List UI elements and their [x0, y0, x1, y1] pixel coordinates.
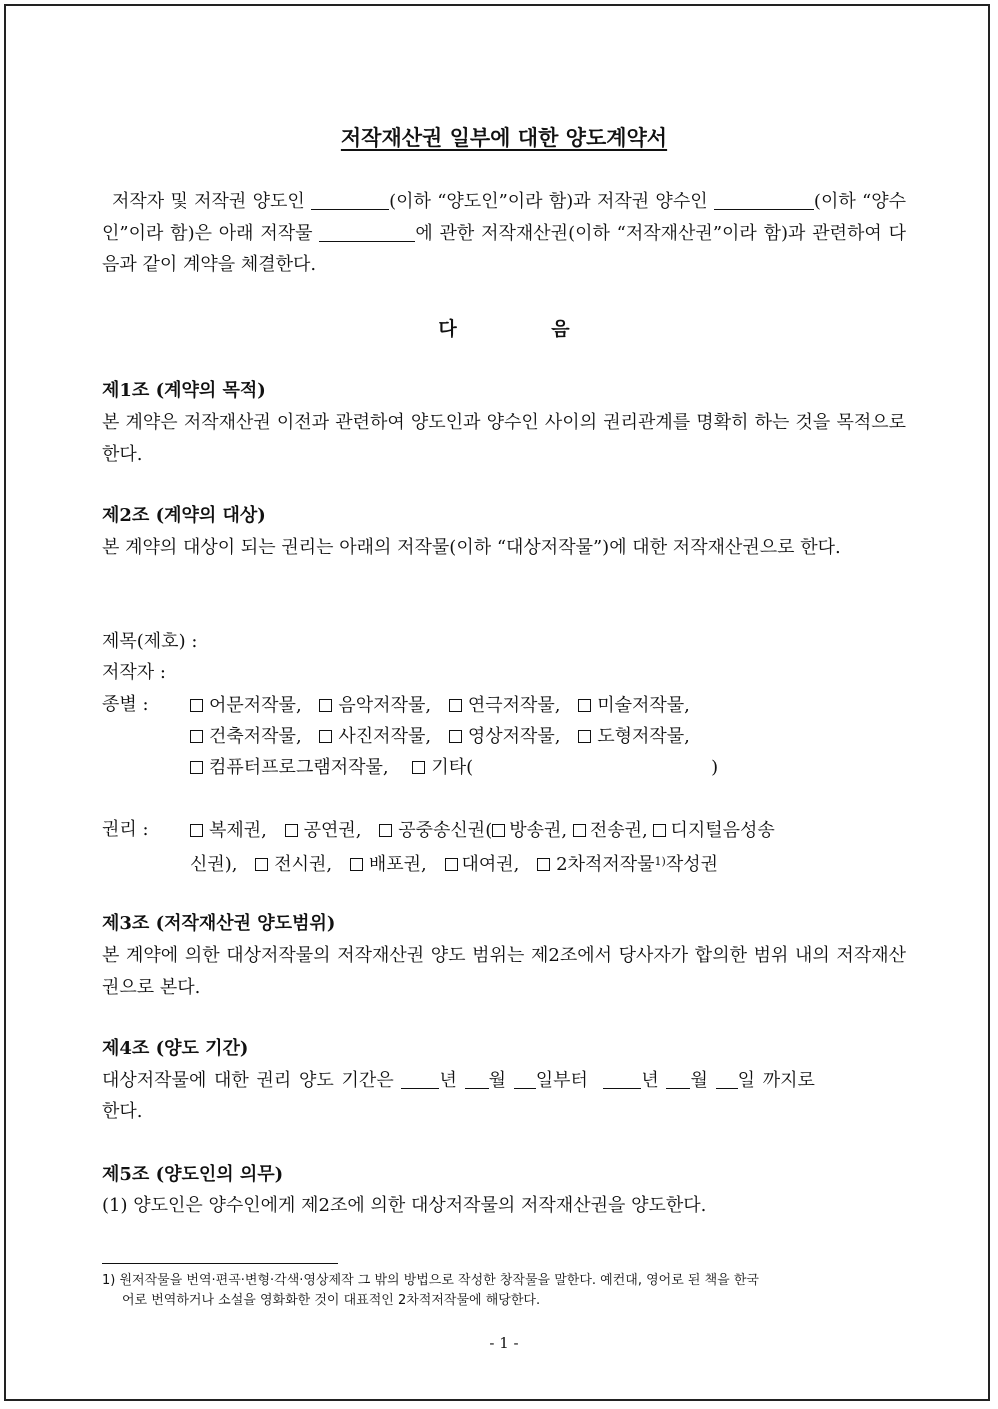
document-title: 저작재산권 일부에 대한 양도계약서	[340, 125, 668, 150]
intro-text-4: 에 관한 저작재산권(이	[415, 222, 593, 244]
article-1-body: 본 계약은 저작재산권 이전과 관련하여 양도인과 양수인 사이의 권리관계를 명확히 하는 것을 목적으로 한다.	[102, 412, 906, 465]
type-option[interactable]: 컴퓨터프로그램저작물,	[190, 757, 389, 778]
article-4-end: 한다.	[102, 1101, 143, 1122]
article-3-body: 본 계약에 의한 대상저작물의 저작재산권 양도 범위는 제2조에서 당사자가 합의한 범위 내의 저작재산권으로 본다.	[102, 945, 906, 998]
checkbox-icon[interactable]	[190, 761, 203, 774]
rights-row-2	[190, 846, 718, 880]
footnote-line-1: 1) 원저작물을 번역·편곡·변형·각색·영상제작 그 밖의 방법으로 작성한 창작물을 말한다. 예컨대, 영어로 된 책을 한국	[102, 1273, 759, 1288]
end-year-blank	[603, 1070, 641, 1089]
checkbox-icon[interactable]	[285, 824, 298, 837]
checkbox-icon[interactable]	[445, 858, 458, 871]
page-number: - 1 -	[489, 1334, 519, 1352]
checkbox-icon[interactable]	[449, 730, 462, 743]
right-option[interactable]: 2차적저작물$^{1)}$작성권	[537, 854, 718, 875]
checkbox-icon[interactable]	[537, 858, 550, 871]
right-option[interactable]: 디지털음성송	[653, 820, 774, 841]
type-option[interactable]: 어문저작물,	[190, 695, 302, 716]
end-day-blank	[716, 1070, 738, 1089]
article-3-title: 제3조 (저작재산권 양도범위)	[102, 913, 336, 934]
checkbox-icon[interactable]	[573, 824, 586, 837]
checkbox-icon[interactable]	[379, 824, 392, 837]
type-option[interactable]: 영상저작물,	[449, 726, 561, 747]
right-option[interactable]: 전시권,	[255, 854, 332, 875]
start-month-blank	[465, 1070, 489, 1089]
right-option[interactable]: 배포권,	[350, 854, 427, 875]
article-2-body: 본 계약의 대상이 되는 권리는 아래의 저작물(이하 “대상저작물”)에 대한 저작재산권으로 한다.	[102, 537, 841, 558]
footnote-marker[interactable]: 1)	[654, 855, 666, 868]
checkbox-icon[interactable]	[190, 730, 203, 743]
article-2-title: 제2조 (계약의 대상)	[102, 505, 266, 526]
work-author-label: 저작자 :	[102, 662, 166, 683]
footnote-line-2: 어로 번역하거나 소설을 영화화한 것이 대표적인 2차적저작물에 해당한다.	[122, 1293, 541, 1308]
type-option[interactable]: 연극저작물,	[449, 695, 561, 716]
article-4-body: 대상저작물에 대한 권리 양도 기간은 년 월 일부터 년 월 일 까지로	[102, 1070, 815, 1091]
type-option[interactable]: 건축저작물,	[190, 726, 302, 747]
checkbox-icon[interactable]	[492, 824, 505, 837]
assignee-blank	[714, 191, 814, 210]
checkbox-icon[interactable]	[190, 699, 203, 712]
checkbox-icon[interactable]	[449, 699, 462, 712]
checkbox-icon[interactable]	[190, 824, 203, 837]
type-option-other[interactable]: 기타( )	[412, 757, 718, 778]
article-4-title: 제4조 (양도 기간)	[102, 1038, 249, 1059]
type-option[interactable]: 도형저작물,	[578, 726, 690, 747]
rights-label: 권리 :	[102, 819, 149, 840]
article-5-item-1: (1) 양도인은 양수인에게 제2조에 의한 대상저작물의 저작재산권을 양도한다.	[102, 1195, 707, 1216]
work-type-row-3	[190, 752, 718, 783]
intro-text-1: 저작자 및 저작권 양도인	[112, 191, 305, 212]
type-option[interactable]: 사진저작물,	[319, 726, 431, 747]
checkbox-icon[interactable]	[653, 824, 666, 837]
type-option[interactable]: 미술저작물,	[578, 695, 690, 716]
article-1-title: 제1조 (계약의 목적)	[102, 380, 266, 401]
checkbox-icon[interactable]	[319, 730, 332, 743]
work-type-row-2	[190, 721, 702, 752]
right-option[interactable]: 전송권,	[573, 820, 648, 841]
rights-row-1	[190, 815, 775, 846]
intro-text-2: (이하 “양도인”이라 함)과 저작권 양수인	[389, 191, 708, 212]
type-option[interactable]: 음악저작물,	[319, 695, 431, 716]
rights-continuation: 신권),	[190, 854, 238, 875]
checkbox-icon[interactable]	[578, 699, 591, 712]
footnote	[102, 1271, 906, 1311]
work-type-label: 종별 :	[102, 694, 149, 715]
work-title-label: 제목(제호) :	[102, 631, 198, 652]
checkbox-icon[interactable]	[412, 761, 425, 774]
right-option[interactable]: 공연권,	[285, 820, 362, 841]
checkbox-icon[interactable]	[255, 858, 268, 871]
intro-paragraph	[102, 186, 906, 281]
start-year-blank	[401, 1070, 439, 1089]
work-type-row-1	[190, 690, 702, 721]
end-month-blank	[666, 1070, 690, 1089]
intro-text-5: 하 “저작재산권”이라 함)과 관련하여 다음과 같이 계약을 체결한다.	[102, 222, 906, 275]
section-heading: 다 음	[438, 318, 614, 340]
right-option[interactable]: 방송권,	[492, 820, 567, 841]
assignor-blank	[311, 191, 389, 210]
checkbox-icon[interactable]	[578, 730, 591, 743]
document-page	[4, 4, 990, 1401]
article-5-title: 제5조 (양도인의 의무)	[102, 1164, 284, 1185]
footnote-divider	[102, 1263, 338, 1264]
checkbox-icon[interactable]	[319, 699, 332, 712]
intro-text-3: (이하 “양수인”이라 함)은 아래 저작물	[102, 191, 907, 244]
start-day-blank	[514, 1070, 536, 1089]
right-option[interactable]: 공중송신권(	[379, 820, 492, 841]
work-blank	[319, 223, 415, 242]
right-option[interactable]: 복제권,	[190, 820, 267, 841]
right-option[interactable]: 대여권,	[445, 854, 520, 875]
checkbox-icon[interactable]	[350, 858, 363, 871]
